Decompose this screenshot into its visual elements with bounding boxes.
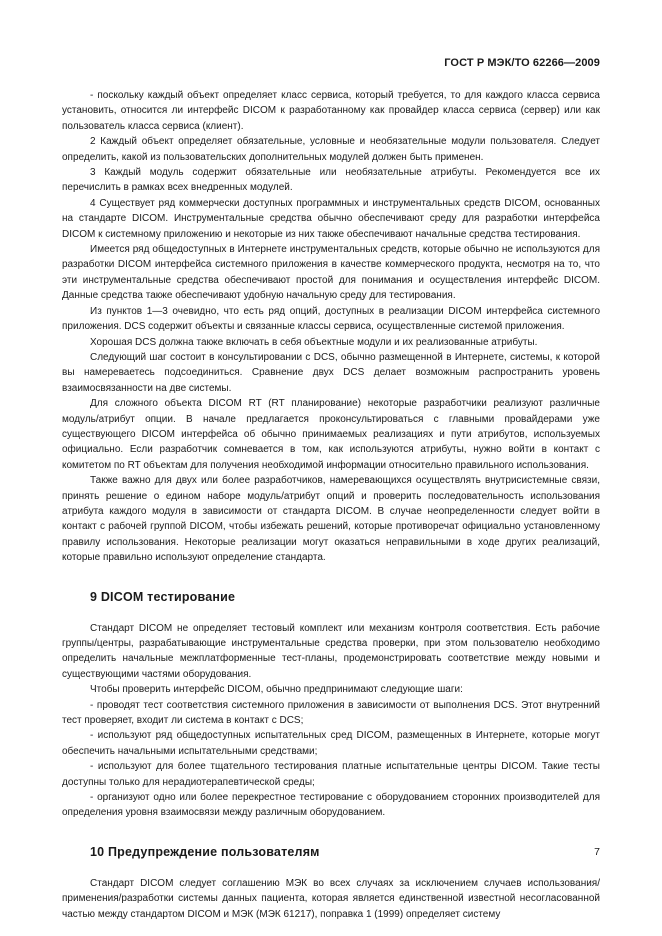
paragraph: Стандарт DICOM следует соглашению МЭК во всех случаях за исключением случаев использования/применения/разработки системы данных пациента, которая является единственной известной несогласованной частью между стандартом DICOM и МЭК (МЭК 61217), поправка 1 (1999) определяет систему xyxy=(62,877,600,920)
paragraph: Также важно для двух или более разработчиков, намеревающихся осуществлять внутрисистемные связи, принять решение о едином наборе модуль/атрибут опций и проверить последовательность использования атрибута каждого модуля в зависимости от стандарта DICOM. В случае неопределенности следует войти в контакт с рабочей группой DICOM, чтобы избежать решений, которые противоречат официально установленному правилу использования. Некоторые реализации могут оказаться неправильными в ходе других реализаций, которые правильно используют определение стандарта. xyxy=(62,475,600,564)
paragraph: Для сложного объекта DICOM RT (RT планирование) некоторые разработчики реализуют различные модуль/атрибут опции. В начале предлагается проконсультироваться с главными провайдерами уже существующего DICOM интерфейса об обычно принимаемых реализациях и пути атрибутов, используемых официально. Если разработчик сомневается в том, как используются атрибуты, нужно войти в контакт с комитетом по RT объектам для получения необходимой информации относительно правильного использования. xyxy=(62,398,600,471)
paragraph: Стандарт DICOM не определяет тестовый комплект или механизм контроля соответствия. Есть рабочие группы/центры, разрабатывающие инструментальные средства проверки, при этом пользователю необходимо определить начальные межплатформенные тест-планы, продемонстрировать соответствие между новыми и существующими частями оборудования. xyxy=(62,622,600,680)
list-item: - используют для более тщательного тестирования платные испытательные центры DICOM. Такие тесты доступны только для нерадиотерапевтической среды; xyxy=(62,761,600,788)
paragraph: Хорошая DCS должна также включать в себя объектные модули и их реализованные атрибуты. xyxy=(90,336,538,348)
paragraph: 2 Каждый объект определяет обязательные, условные и необязательные модули пользователя. Следует определить, какой из пользовательских дополнительных модулей должен быть применен. xyxy=(62,136,600,163)
page-number: 7 xyxy=(594,846,600,858)
paragraph: Чтобы проверить интерфейс DICOM, обычно предпринимают следующие шаги: xyxy=(90,684,463,696)
list-item: - организуют одно или более перекрестное тестирование с оборудованием сторонних производителей для определения уровня взаимосвязи между различным оборудованием. xyxy=(62,792,600,819)
paragraph: Имеется ряд общедоступных в Интернете инструментальных средств, которые обычно не используются для разработки DICOM интерфейса системного приложения в качестве коммерческого продукта, несмотря на то, что эти инструментальные средства обеспечивают простой для понимания и осуществления интерфейс DICOM. Данные средства также обеспечивают удобную начальную среду для тестирования. xyxy=(62,244,600,302)
section-heading-9: 9 DICOM тестирование xyxy=(90,589,236,604)
page-content xyxy=(62,88,600,922)
standard-header: ГОСТ Р МЭК/ТО 62266—2009 xyxy=(444,57,600,69)
paragraph: 4 Существует ряд коммерчески доступных программных и инструментальных средств DICOM, основанных на стандарте DICOM. Инструментальные средства обычно обеспечивают среду для разработки интерфейса DICOM к системному приложению и некоторые из них также обеспечивают начальные средства тестирования. xyxy=(62,197,600,240)
paragraph: - поскольку каждый объект определяет класс сервиса, который требуется, то для каждого класса сервиса установить, относится ли интерфейс DICOM к разработанному как провайдер класса сервиса (сервер) или как пользователь класса сервиса (клиент). xyxy=(62,90,600,132)
paragraph: Из пунктов 1—3 очевидно, что есть ряд опций, доступных в реализации DICOM интерфейса системного приложения. DCS содержит объекты и связанные классы сервиса, осуществленные системой приложения. xyxy=(62,305,600,333)
paragraph: Следующий шаг состоит в консультировании с DCS, обычно размещенной в Интернете, системы, к которой вы намереваетесь подсоединиться. Сравнение двух DCS делает возможным распространить уровень взаимосвязанности на две системы. xyxy=(62,351,600,394)
section-heading-10: 10 Предупреждение пользователям xyxy=(90,844,320,859)
paragraph: 3 Каждый модуль содержит обязательные или необязательные атрибуты. Рекомендуется все их перечислить в рамках всех внедренных модулей. xyxy=(62,167,600,194)
list-item: - проводят тест соответствия системного приложения в зависимости от выполнения DCS. Этот внутренний тест проверяет, входит ли система в контакт с DCS; xyxy=(62,699,600,727)
list-item: - используют ряд общедоступных испытательных сред DICOM, размещенных в Интернете, которые могут обеспечить начальными испытательными средствами; xyxy=(62,730,600,757)
